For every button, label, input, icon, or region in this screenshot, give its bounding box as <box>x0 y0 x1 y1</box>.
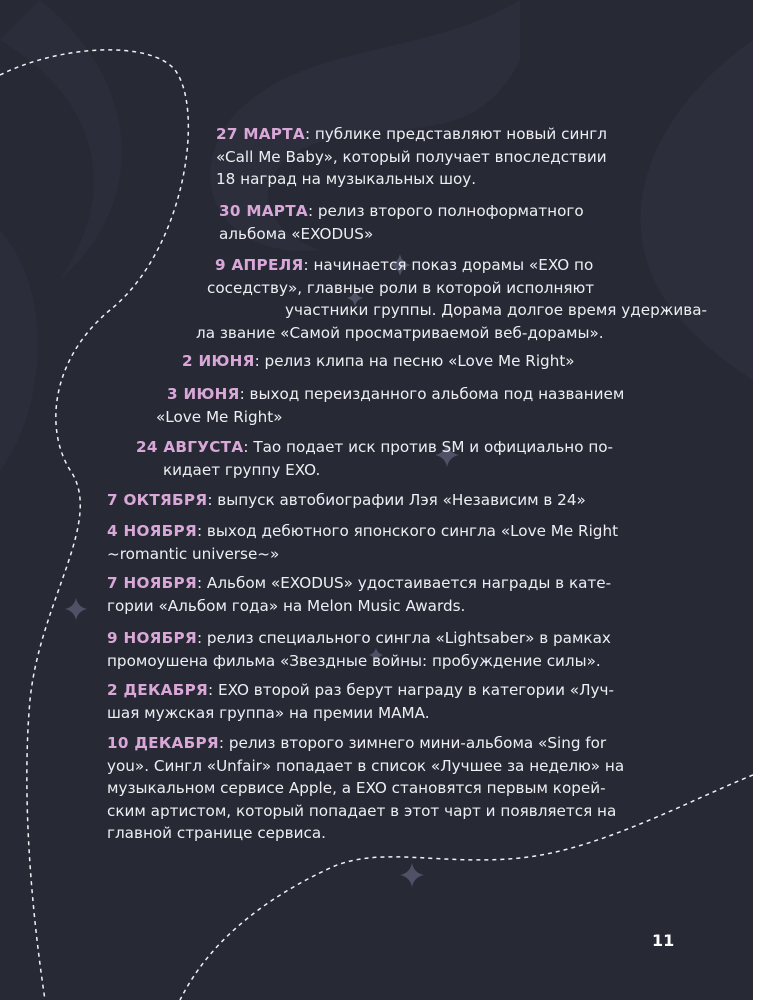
entry-text-line: музыкальном сервисе Apple, а EXO становятся первым корей- <box>107 779 606 797</box>
entry-text-line: : релиз второго полноформатного <box>307 202 584 220</box>
timeline-entry <box>219 200 584 245</box>
timeline-entry <box>107 627 611 672</box>
background-swirl <box>0 230 38 470</box>
entry-text-line: участники группы. Дорама долгое время удержива- <box>285 301 708 319</box>
page-number: 11 <box>652 931 675 950</box>
entry-text-line: «Call Me Baby», который получает впоследствии <box>216 147 607 166</box>
timeline-entry <box>136 436 613 481</box>
entry-text-line: you». Сингл «Unfair» попадает в список «Лучшее за неделю» на <box>107 756 625 775</box>
entry-text-line: : публике представляют новый сингл <box>304 125 607 143</box>
timeline-entry <box>107 489 586 512</box>
entry-text-line: : релиз специального сингла «Lightsaber» в рамках <box>196 629 611 647</box>
entry-date: 4 НОЯБРЯ <box>107 522 197 540</box>
entry-text-line: : EXO второй раз берут награду в категории «Луч- <box>208 681 614 699</box>
entry-date: 9 АПРЕЛЯ <box>215 256 304 274</box>
entry-text-line: «Love Me Right» <box>156 407 283 426</box>
timeline-entry <box>216 123 607 191</box>
timeline-entry <box>156 383 624 428</box>
entry-date: 24 АВГУСТА <box>136 438 244 456</box>
timeline-entry <box>107 732 624 845</box>
entry-text-line: промоушена фильма «Звездные войны: пробуждение силы». <box>107 651 601 670</box>
four-point-sparkle-icon <box>65 598 87 620</box>
entry-date: 2 ДЕКАБРЯ <box>107 681 209 699</box>
timeline-entry <box>107 520 618 565</box>
entry-text-line: ла звание «Самой просматриваемой веб-дорамы». <box>196 323 604 342</box>
timeline-entry <box>107 679 614 724</box>
background-swirl <box>0 0 122 280</box>
entry-date: 2 ИЮНЯ <box>182 352 255 370</box>
entry-text-line: главной странице сервиса. <box>107 824 326 842</box>
timeline-entry <box>182 350 575 373</box>
entry-text-line: : начинается показ дорамы «EXO по <box>303 256 594 274</box>
timeline-entry <box>107 572 611 617</box>
entry-text-line: соседству», главные роли в которой исполняют <box>207 278 595 297</box>
entry-date: 10 ДЕКАБРЯ <box>107 734 219 752</box>
entry-date: 9 НОЯБРЯ <box>107 629 197 647</box>
entry-text-line: : Тао подает иск против SM и официально по- <box>243 438 614 456</box>
entry-text-line: гории «Альбом года» на Melon Music Awards. <box>107 596 466 615</box>
entry-text-line: : выход дебютного японского сингла «Love Me Right <box>196 522 619 540</box>
entry-date: 7 ОКТЯБРЯ <box>107 491 208 509</box>
entry-text-line: 18 наград на музыкальных шоу. <box>216 170 477 188</box>
entry-date: 3 ИЮНЯ <box>167 385 240 403</box>
entry-text-line: ским артистом, который попадает в этот чарт и появляется на <box>107 801 617 820</box>
timeline-entry <box>196 254 707 344</box>
entry-text-line: : выпуск автобиографии Лэя «Независим в 24» <box>207 491 586 509</box>
entry-text-line: ~romantic universe~» <box>107 544 280 563</box>
entry-text-line: кидает группу EXO. <box>163 460 321 479</box>
entry-date: 30 МАРТА <box>219 202 308 220</box>
entry-text-line: : выход переизданного альбома под названием <box>239 385 625 403</box>
entry-text-line: : релиз клипа на песню «Love Me Right» <box>254 352 575 370</box>
four-point-sparkle-icon <box>400 863 424 887</box>
entry-date: 27 МАРТА <box>216 125 305 143</box>
entry-text-line: шая мужская группа» на премии MAMA. <box>107 703 430 722</box>
entry-text-line: : Альбом «EXODUS» удостаивается награды в кате- <box>196 574 612 592</box>
entry-date: 7 НОЯБРЯ <box>107 574 197 592</box>
entry-text-line: : релиз второго зимнего мини-альбома «Sing for <box>218 734 607 752</box>
entry-text-line: альбома «EXODUS» <box>219 224 374 243</box>
